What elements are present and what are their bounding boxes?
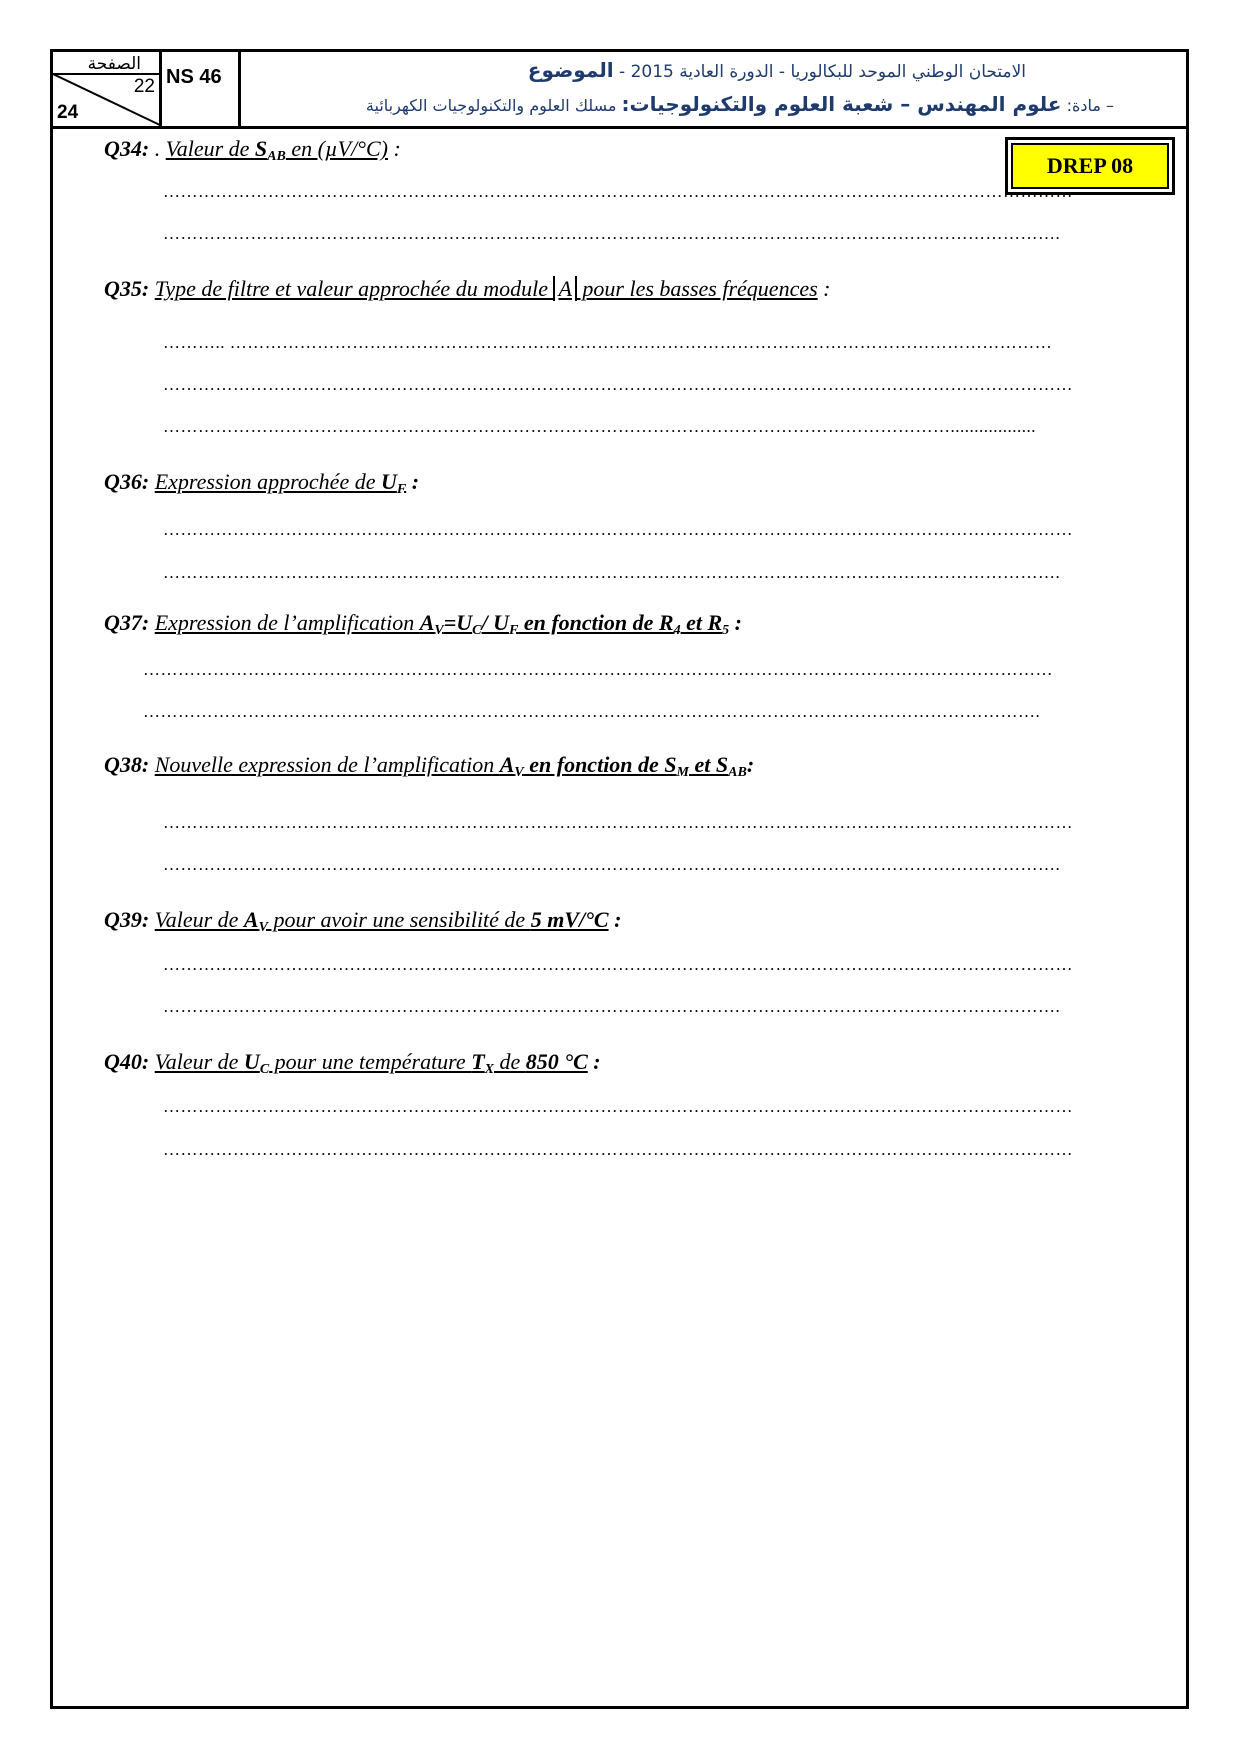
norm-symbol: A	[553, 276, 576, 301]
question-number: Q35:	[104, 276, 150, 301]
symbol: U	[243, 1049, 260, 1074]
question-text-part: Nouvelle expression de l’amplification	[154, 752, 500, 777]
question-text-part: pour les basses fréquences	[576, 276, 818, 301]
value: 850 °C	[525, 1049, 588, 1074]
symbol-sub: V	[434, 623, 444, 638]
symbol-sub: AB	[728, 765, 747, 780]
symbol-sub: V	[258, 920, 268, 935]
question-end: :	[817, 276, 831, 301]
answer-line[interactable]: …………………………………………………………………………………………………………………………………………	[143, 660, 1053, 679]
question-q39	[104, 907, 621, 933]
question-q38	[104, 752, 754, 778]
symbol: T	[471, 1049, 485, 1074]
question-text-part: Expression de l’amplification	[154, 610, 420, 635]
drep-badge-label: DREP 08	[1011, 143, 1169, 189]
question-text	[154, 469, 407, 497]
symbol: U	[380, 469, 397, 494]
question-number: Q36:	[104, 469, 150, 494]
symbol: / U	[481, 610, 510, 635]
question-text-part: Valeur de	[154, 907, 244, 932]
page-total: 24	[57, 102, 79, 123]
value: 5 mV/°C	[530, 907, 609, 932]
exam-title-line2	[366, 92, 1114, 116]
question-text-part: en (µV/°C)	[285, 136, 388, 161]
subject-name: علوم المهندس – شعبة العلوم والتكنولوجيات:	[621, 92, 1062, 116]
answer-line[interactable]: …………………………………………………………………………………………………………………………………………	[163, 375, 1073, 394]
answer-line[interactable]: …………………………………………………………………………………………………………………………………………	[163, 955, 1073, 974]
question-text-part: et R	[680, 610, 723, 635]
answer-line[interactable]: ……………………………………………………………………………………………………………………………………….	[143, 702, 1041, 721]
exam-code: NS 46	[162, 52, 241, 126]
question-text	[165, 136, 388, 164]
symbol: A	[243, 907, 259, 932]
question-text	[155, 276, 818, 301]
question-end: :	[608, 907, 622, 932]
symbol: S	[254, 136, 268, 161]
answer-line[interactable]: …………………………………………………………………………………………………………………………………………	[163, 1097, 1073, 1116]
question-text-part: Expression approchée de	[154, 469, 381, 494]
page-label-rule	[53, 73, 159, 75]
question-q34	[104, 136, 401, 162]
question-text-part: en fonction de R	[518, 610, 674, 635]
question-text-part: en fonction de S	[523, 752, 677, 777]
question-text	[154, 752, 747, 780]
question-text-part: pour avoir une sensibilité de	[267, 907, 531, 932]
subject-track: مسلك العلوم والتكنولوجيات الكهربائية	[365, 96, 617, 115]
answer-line[interactable]: ……………………………………………………………………………………………………………………………………….	[163, 563, 1061, 582]
symbol: A	[419, 610, 435, 635]
question-number: Q39:	[104, 907, 150, 932]
answer-line[interactable]: …………………………………………………………………………………………………………………………………………	[163, 520, 1073, 539]
question-number: Q38:	[104, 752, 150, 777]
question-text-part: pour une température	[269, 1049, 472, 1074]
page-label: الصفحة	[87, 54, 141, 74]
question-end: :	[387, 136, 401, 161]
question-number: Q34:	[104, 136, 150, 161]
exam-session: الامتحان الوطني الموحد للبكالوريا - الدورة العادية 2015 -	[619, 62, 1026, 82]
symbol-sub: C	[472, 623, 482, 638]
question-end: :	[746, 752, 755, 777]
symbol-sub: X	[484, 1062, 494, 1077]
symbol-sub: 4	[673, 623, 681, 638]
question-number: Q40:	[104, 1049, 150, 1074]
exam-title	[243, 52, 1176, 126]
subject-prefix: – مادة:	[1066, 96, 1114, 115]
question-text	[154, 907, 609, 935]
question-number: Q37:	[104, 610, 150, 635]
question-text-part: Type de filtre et valeur approchée du module	[154, 276, 554, 301]
page-number-box	[53, 52, 162, 126]
answer-line[interactable]: …………………………………………………………………………………………………………………………………………	[163, 813, 1073, 832]
question-prefix: .	[154, 136, 166, 161]
symbol-sub: C	[259, 1062, 270, 1077]
question-text-part: et S	[689, 752, 729, 777]
symbol-sub: F	[509, 623, 519, 638]
question-text	[154, 610, 730, 638]
answer-line[interactable]: ……………………………………………………………………………………………………………………………………….	[163, 997, 1061, 1016]
question-end: :	[729, 610, 742, 635]
question-q35	[104, 276, 831, 302]
symbol-sub: AB	[267, 149, 286, 164]
symbol: =U	[443, 610, 473, 635]
question-end: :	[587, 1049, 601, 1074]
question-q36	[104, 469, 419, 495]
symbol-sub: 5	[722, 623, 730, 638]
question-q40	[104, 1049, 601, 1075]
page-current: 22	[133, 76, 155, 97]
question-text-part: Valeur de	[165, 136, 255, 161]
symbol-sub: M	[676, 765, 689, 780]
question-text-part: de	[494, 1049, 526, 1074]
question-text-part: Valeur de	[154, 1049, 244, 1074]
exam-subject-tag: الموضوع	[527, 58, 614, 82]
answer-line[interactable]: …………………………………………………………………………………………………………………………………………	[163, 182, 1073, 201]
exam-header	[53, 52, 1186, 129]
symbol: A	[499, 752, 515, 777]
exam-title-line1	[528, 58, 1026, 82]
symbol-sub: V	[514, 765, 524, 780]
question-end: :	[406, 469, 420, 494]
answer-line[interactable]: ……….. ……………………………………………………………………………………………………………………………	[163, 333, 1053, 352]
symbol-sub: F	[396, 482, 407, 497]
answer-line[interactable]: …………………………………………………………………………………………………………………………………………	[163, 1140, 1073, 1159]
answer-line[interactable]: ………………………………………………………………………………………………………………………..................	[163, 417, 1036, 436]
answer-line[interactable]: ……………………………………………………………………………………………………………………………………….	[163, 855, 1061, 874]
answer-line[interactable]: ……………………………………………………………………………………………………………………………………….	[163, 224, 1061, 243]
question-q37	[104, 610, 742, 636]
question-text	[154, 1049, 588, 1077]
